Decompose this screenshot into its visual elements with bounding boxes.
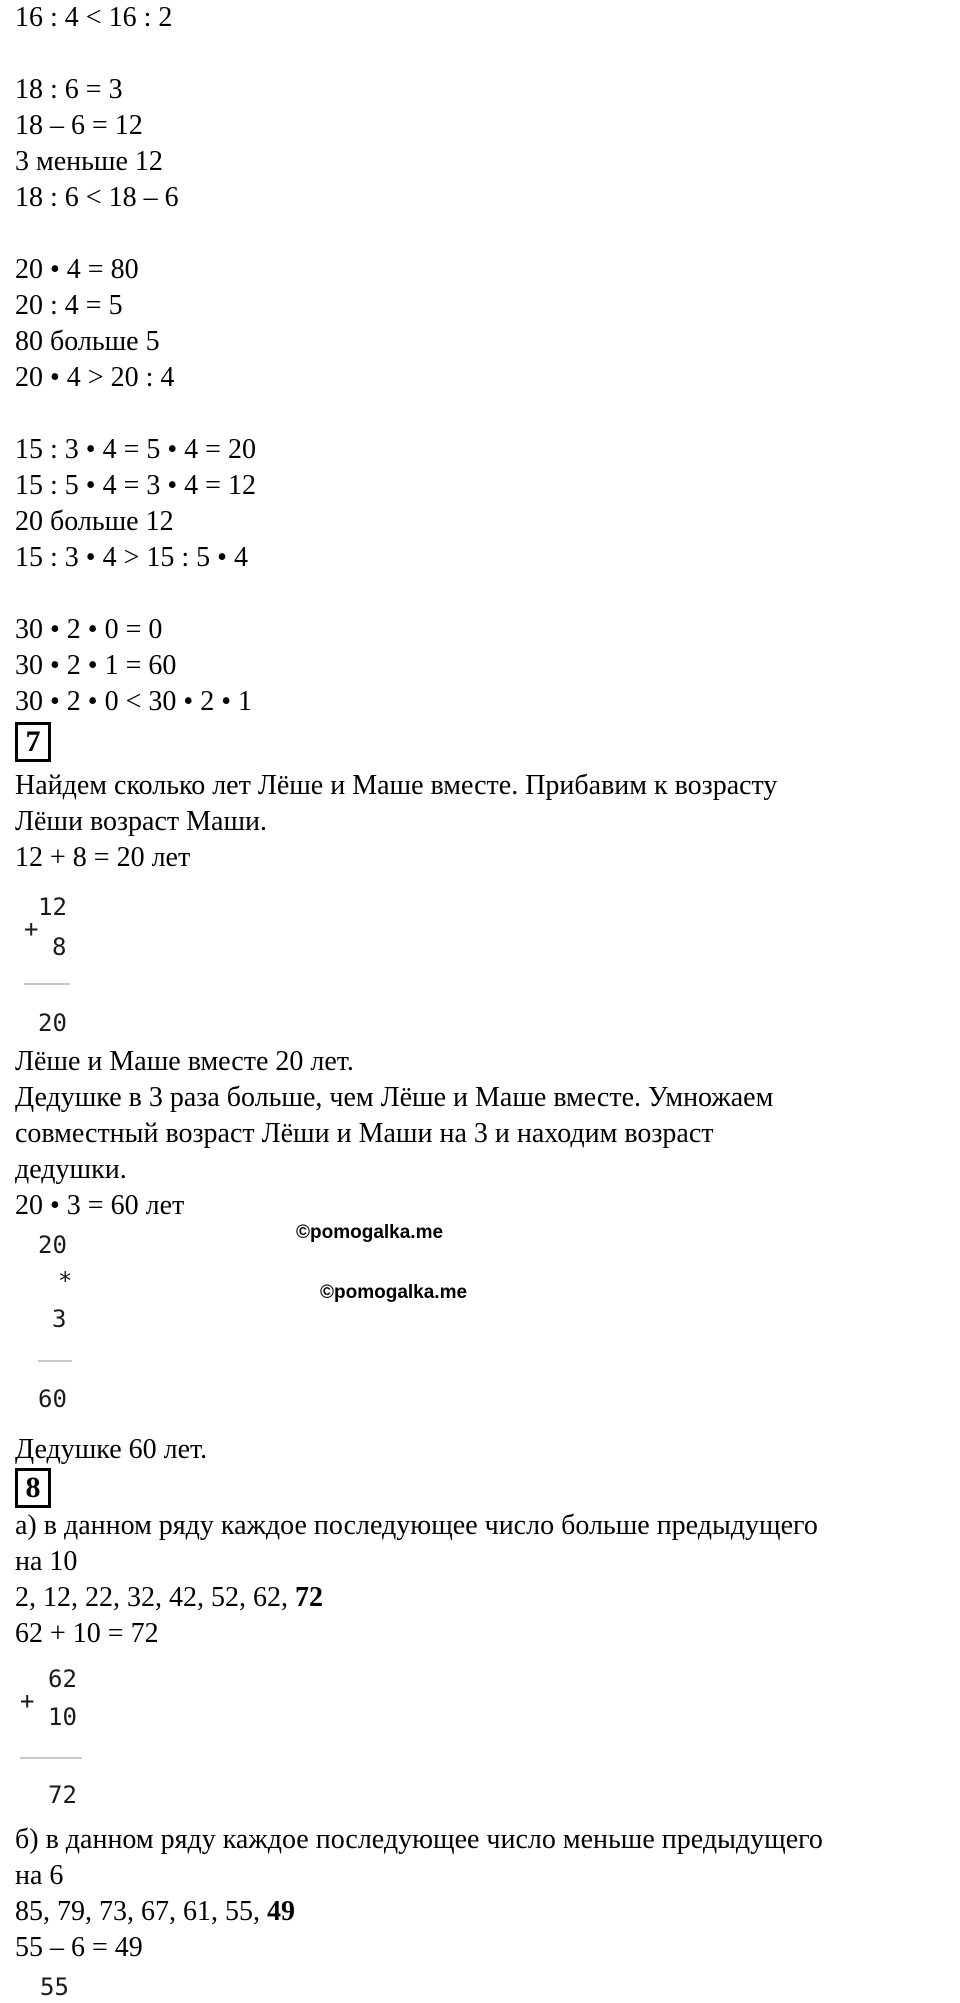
column-top-number: 12	[38, 893, 67, 921]
text-line: б) в данном ряду каждое последующее число меньше предыдущего	[15, 1824, 823, 1855]
series-answer: 72	[295, 1582, 323, 1613]
text-line: совместный возраст Лёши и Маши на 3 и находим возраст	[15, 1118, 714, 1149]
column-result: 72	[48, 1781, 77, 1809]
text-line: Лёше и Маше вместе 20 лет.	[15, 1046, 354, 1077]
text-line: 20 • 4 > 20 : 4	[15, 362, 175, 393]
watermark: ©pomogalka.me	[320, 1282, 468, 1303]
number-series-b	[15, 1894, 295, 1930]
plus-sign: +	[20, 1687, 35, 1715]
task-number-box: 8	[15, 1468, 51, 1508]
text-line: 16 : 4 < 16 : 2	[15, 2, 173, 33]
text-line: 62 + 10 = 72	[15, 1618, 159, 1649]
text-line: на 10	[15, 1546, 78, 1577]
text-line: Найдем сколько лет Лёше и Маше вместе. Прибавим к возрасту	[15, 770, 778, 801]
text-line: 20 • 3 = 60 лет	[15, 1190, 185, 1221]
task-number-box: 7	[15, 722, 51, 762]
text-line: 15 : 5 • 4 = 3 • 4 = 12	[15, 470, 256, 501]
text-line: 18 : 6 = 3	[15, 74, 123, 105]
series-values: 85, 79, 73, 67, 61, 55,	[15, 1896, 267, 1927]
text-line: 55 – 6 = 49	[15, 1932, 143, 1963]
text-line: 3 меньше 12	[15, 146, 163, 177]
text-line: Дедушке в 3 раза больше, чем Лёше и Маше вместе. Умножаем	[15, 1082, 774, 1113]
column-top-number: 55	[40, 1973, 69, 2001]
series-values: 2, 12, 22, 32, 42, 52, 62,	[15, 1582, 295, 1613]
text-line: 20 • 4 = 80	[15, 254, 139, 285]
column-bottom-number: 3	[52, 1305, 67, 1333]
column-rule	[20, 1757, 82, 1759]
column-bottom-number: 8	[52, 933, 67, 961]
text-line: а) в данном ряду каждое последующее число больше предыдущего	[15, 1510, 818, 1541]
text-line: Лёши возраст Маши.	[15, 806, 268, 837]
text-line: 15 : 3 • 4 > 15 : 5 • 4	[15, 542, 248, 573]
text-line: 20 : 4 = 5	[15, 290, 123, 321]
column-top-number: 20	[38, 1231, 67, 1259]
series-answer: 49	[267, 1896, 295, 1927]
text-line: 30 • 2 • 1 = 60	[15, 650, 177, 681]
multiply-sign: *	[58, 1267, 73, 1295]
column-rule	[24, 983, 70, 985]
column-result: 20	[38, 1009, 67, 1037]
column-bottom-number: 10	[48, 1703, 77, 1731]
text-line: на 6	[15, 1860, 64, 1891]
number-series-a	[15, 1580, 323, 1616]
text-line: 12 + 8 = 20 лет	[15, 842, 191, 873]
text-line: дедушки.	[15, 1154, 127, 1185]
column-top-number: 62	[48, 1665, 77, 1693]
text-line: Дедушке 60 лет.	[15, 1434, 208, 1465]
text-line: 18 : 6 < 18 – 6	[15, 182, 179, 213]
text-line: 30 • 2 • 0 = 0	[15, 614, 163, 645]
plus-sign: +	[24, 915, 39, 943]
watermark: ©pomogalka.me	[296, 1222, 444, 1243]
text-line: 15 : 3 • 4 = 5 • 4 = 20	[15, 434, 256, 465]
text-line: 18 – 6 = 12	[15, 110, 143, 141]
text-line: 20 больше 12	[15, 506, 174, 537]
text-line: 30 • 2 • 0 < 30 • 2 • 1	[15, 686, 253, 717]
column-rule	[38, 1360, 72, 1362]
text-line: 80 больше 5	[15, 326, 160, 357]
column-result: 60	[38, 1385, 67, 1413]
